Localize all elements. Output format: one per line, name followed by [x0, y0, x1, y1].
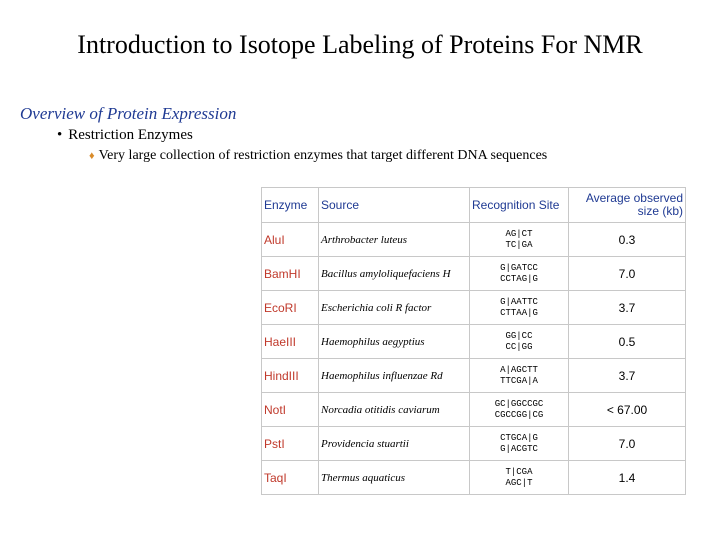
- diamond-bullet-icon: ♦: [89, 150, 95, 162]
- average-size: 3.7: [569, 359, 686, 393]
- recognition-site: [470, 427, 569, 461]
- table-row: [262, 223, 686, 257]
- table-row: [262, 461, 686, 495]
- restriction-enzyme-table: [261, 187, 686, 495]
- recognition-top-strand: G|AATTC: [500, 296, 538, 307]
- enzyme-source: Arthrobacter luteus: [319, 223, 470, 257]
- recognition-site: [470, 291, 569, 325]
- average-size: 0.3: [569, 223, 686, 257]
- recognition-bottom-strand: TC|GA: [505, 239, 533, 250]
- average-size: < 67.00: [569, 393, 686, 427]
- recognition-site: [470, 461, 569, 495]
- bullet-level2-text: Very large collection of restriction enzymes that target different DNA sequences: [98, 148, 548, 163]
- bullet-level1: [57, 127, 193, 144]
- recognition-bottom-strand: CC|GG: [505, 341, 533, 352]
- bullet-dot-icon: •: [57, 127, 63, 143]
- table-row: [262, 257, 686, 291]
- recognition-bottom-strand: AGC|T: [505, 477, 533, 488]
- recognition-site: [470, 393, 569, 427]
- recognition-bottom-strand: CCTAG|G: [500, 273, 538, 284]
- enzyme-source: Providencia stuartii: [319, 427, 470, 461]
- enzyme-name: NotI: [262, 393, 319, 427]
- table-row: [262, 325, 686, 359]
- enzyme-source: Bacillus amyloliquefaciens H: [319, 257, 470, 291]
- slide-subtitle: Overview of Protein Expression: [20, 104, 237, 123]
- table-row: [262, 291, 686, 325]
- enzyme-source: Escherichia coli R factor: [319, 291, 470, 325]
- enzyme-name: TaqI: [262, 461, 319, 495]
- table-row: [262, 359, 686, 393]
- recognition-top-strand: T|CGA: [505, 466, 533, 477]
- recognition-bottom-strand: CTTAA|G: [500, 307, 538, 318]
- recognition-top-strand: AG|CT: [505, 228, 533, 239]
- average-size: 1.4: [569, 461, 686, 495]
- header-average-size: Average observed size (kb): [569, 188, 686, 223]
- bullet-level1-text: Restriction Enzymes: [68, 127, 193, 143]
- recognition-bottom-strand: TTCGA|A: [500, 375, 538, 386]
- recognition-top-strand: CTGCA|G: [500, 432, 538, 443]
- recognition-site: [470, 359, 569, 393]
- recognition-bottom-strand: G|ACGTC: [500, 443, 538, 454]
- average-size: 7.0: [569, 257, 686, 291]
- header-recognition-site: Recognition Site: [470, 188, 569, 223]
- average-size: 7.0: [569, 427, 686, 461]
- enzyme-name: HindIII: [262, 359, 319, 393]
- header-enzyme: Enzyme: [262, 188, 319, 223]
- enzyme-name: EcoRI: [262, 291, 319, 325]
- recognition-bottom-strand: CGCCGG|CG: [494, 409, 544, 420]
- table-row: [262, 393, 686, 427]
- enzyme-name: HaeIII: [262, 325, 319, 359]
- recognition-top-strand: GC|GGCCGC: [494, 398, 544, 409]
- enzyme-name: AluI: [262, 223, 319, 257]
- enzyme-name: PstI: [262, 427, 319, 461]
- enzyme-name: BamHI: [262, 257, 319, 291]
- table-header-row: [262, 188, 686, 223]
- table-row: [262, 427, 686, 461]
- enzyme-source: Thermus aquaticus: [319, 461, 470, 495]
- enzyme-source: Norcadia otitidis caviarum: [319, 393, 470, 427]
- average-size: 0.5: [569, 325, 686, 359]
- recognition-site: [470, 223, 569, 257]
- enzyme-source: Haemophilus aegyptius: [319, 325, 470, 359]
- recognition-top-strand: A|AGCTT: [500, 364, 538, 375]
- slide-title: Introduction to Isotope Labeling of Proteins For NMR: [77, 30, 643, 59]
- average-size: 3.7: [569, 291, 686, 325]
- bullet-level2: [89, 148, 547, 164]
- recognition-top-strand: G|GATCC: [500, 262, 538, 273]
- enzyme-source: Haemophilus influenzae Rd: [319, 359, 470, 393]
- header-source: Source: [319, 188, 470, 223]
- recognition-site: [470, 325, 569, 359]
- recognition-site: [470, 257, 569, 291]
- recognition-top-strand: GG|CC: [505, 330, 533, 341]
